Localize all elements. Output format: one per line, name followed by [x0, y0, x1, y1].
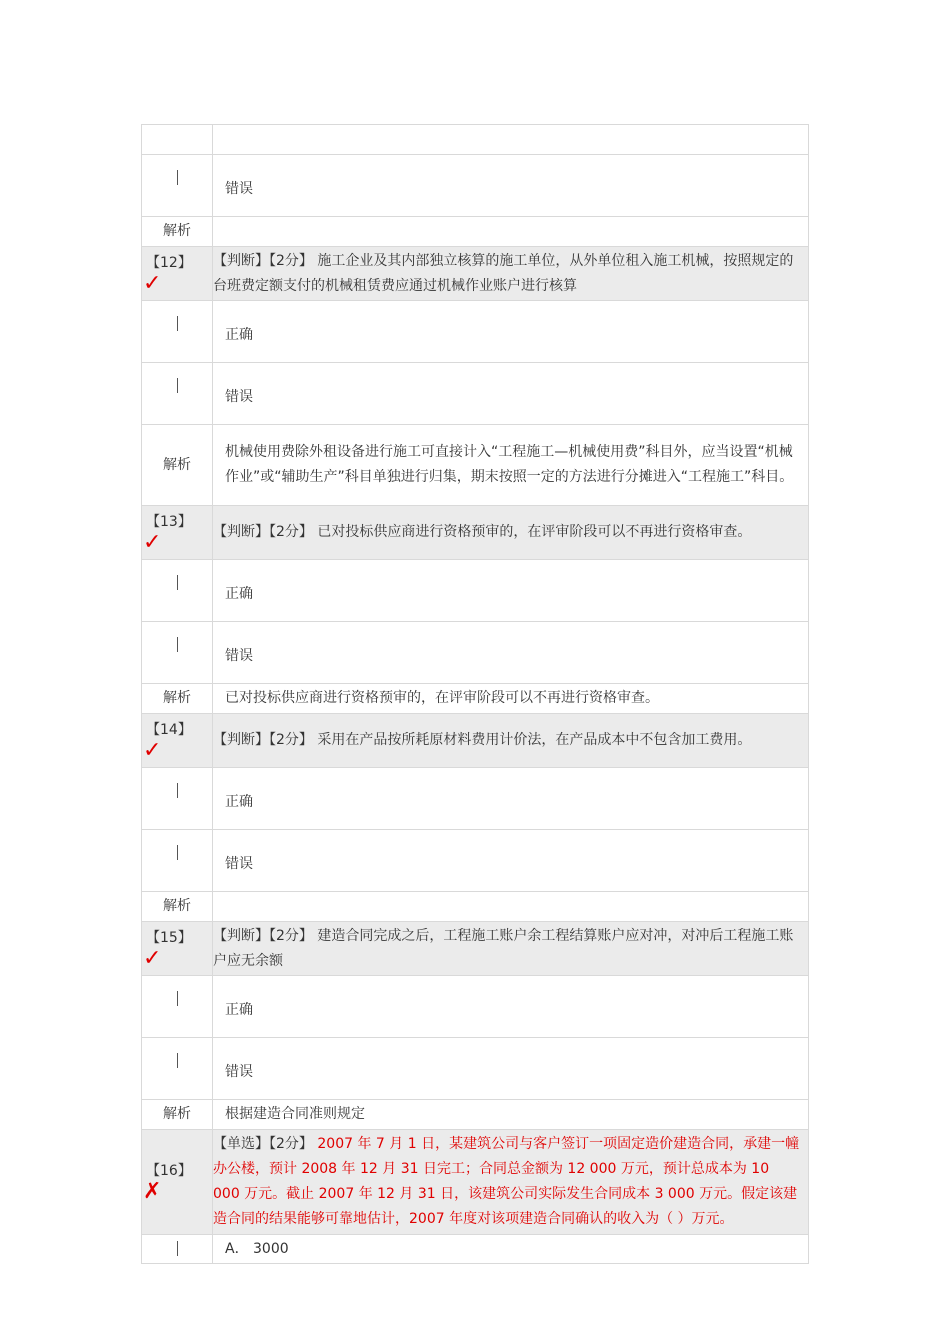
option-row[interactable] — [142, 1235, 809, 1264]
option-row[interactable] — [142, 155, 809, 217]
analysis-label: 解析 — [142, 892, 213, 922]
option-radio-icon[interactable] — [177, 170, 178, 185]
option-radio-icon[interactable] — [177, 1053, 178, 1068]
question-row — [142, 1130, 809, 1235]
option-radio-icon[interactable] — [177, 575, 178, 590]
question-score: 【2分】 — [269, 1136, 313, 1152]
question-type: 【判断】 — [213, 252, 269, 269]
option-row[interactable] — [142, 830, 809, 892]
option-text: 正确 — [213, 301, 809, 363]
question-row — [142, 714, 809, 768]
option-radio-icon[interactable] — [177, 845, 178, 860]
analysis-label: 解析 — [142, 1100, 213, 1130]
question-stem — [213, 922, 809, 976]
question-number: 【13】 — [146, 513, 192, 530]
question-stem — [213, 247, 809, 301]
question-stem — [213, 506, 809, 560]
analysis-text — [213, 892, 809, 922]
option-text: 错误 — [213, 155, 809, 217]
analysis-row — [142, 892, 809, 922]
question-score: 【2分】 — [269, 524, 313, 540]
analysis-text: 根据建造合同准则规定 — [213, 1100, 809, 1130]
question-type: 【判断】 — [213, 927, 269, 944]
option-radio-icon[interactable] — [177, 378, 178, 393]
analysis-label: 解析 — [142, 425, 213, 506]
question-number: 【14】 — [146, 721, 192, 738]
question-type: 【单选】 — [213, 1136, 269, 1152]
option-row[interactable] — [142, 560, 809, 622]
option-radio-icon[interactable] — [177, 991, 178, 1006]
option-radio-icon[interactable] — [177, 637, 178, 652]
option-text: 错误 — [213, 830, 809, 892]
option-row[interactable] — [142, 768, 809, 830]
question-stem — [213, 1130, 809, 1235]
question-text: 2007 年 7 月 1 日，某建筑公司与客户签订一项固定造价建造合同，承建一幢办公楼，预计 2008 年 12 月 31 日完工；合同总金额为 12 000 万元，预计总成本为 10 000 万元。截止 2007 年 12 月 31 日，该建筑公司实际发生合同成本 3 000 万元。假定该建造合同的结果能够可靠地估计，2007 年度对该项建造合同确认的收入为（ ）万元。 — [213, 1136, 800, 1227]
question-score: 【2分】 — [269, 927, 313, 944]
checkmark-icon: ✓ — [143, 529, 162, 555]
option-row[interactable] — [142, 622, 809, 684]
analysis-row — [142, 217, 809, 247]
question-stem — [213, 714, 809, 768]
question-score: 【2分】 — [269, 252, 313, 269]
empty-row — [142, 125, 809, 155]
question-number: 【12】 — [146, 254, 192, 271]
checkmark-icon: ✓ — [143, 737, 162, 763]
checkmark-icon: ✓ — [143, 270, 162, 296]
analysis-text — [213, 217, 809, 247]
option-text: 错误 — [213, 1038, 809, 1100]
cross-icon: ✗ — [143, 1179, 162, 1204]
analysis-row — [142, 1100, 809, 1130]
answer-sheet-table — [141, 124, 809, 1264]
option-radio-icon[interactable] — [177, 1241, 178, 1256]
checkmark-icon: ✓ — [143, 945, 162, 971]
option-text: 错误 — [213, 622, 809, 684]
question-text: 已对投标供应商进行资格预审的，在评审阶段可以不再进行资格审查。 — [317, 524, 752, 540]
option-text: 正确 — [213, 768, 809, 830]
question-row — [142, 506, 809, 560]
question-type: 【判断】 — [213, 732, 269, 748]
question-type: 【判断】 — [213, 524, 269, 540]
question-number: 【15】 — [146, 929, 192, 946]
option-text: A． 3000 — [213, 1235, 809, 1264]
analysis-text: 已对投标供应商进行资格预审的，在评审阶段可以不再进行资格审查。 — [213, 684, 809, 714]
analysis-label: 解析 — [142, 217, 213, 247]
question-row — [142, 922, 809, 976]
option-text: 正确 — [213, 976, 809, 1038]
question-row — [142, 247, 809, 301]
option-row[interactable] — [142, 301, 809, 363]
option-radio-icon[interactable] — [177, 783, 178, 798]
analysis-label: 解析 — [142, 684, 213, 714]
question-score: 【2分】 — [269, 732, 313, 748]
option-row[interactable] — [142, 976, 809, 1038]
option-row[interactable] — [142, 1038, 809, 1100]
option-text: 正确 — [213, 560, 809, 622]
analysis-row — [142, 684, 809, 714]
question-number: 【16】 — [146, 1163, 192, 1179]
question-text: 采用在产品按所耗原材料费用计价法，在产品成本中不包含加工费用。 — [317, 732, 752, 748]
option-radio-icon[interactable] — [177, 316, 178, 331]
analysis-row — [142, 425, 809, 506]
analysis-text: 机械使用费除外租设备进行施工可直接计入“工程施工—机械使用费”科目外，应当设置“机械作业”或“辅助生产”科目单独进行归集，期末按照一定的方法进行分摊进入“工程施工”科目。 — [213, 425, 809, 506]
question-text: 施工企业及其内部独立核算的施工单位，从外单位租入施工机械，按照规定的台班费定额支付的机械租赁费应通过机械作业账户进行核算 — [213, 252, 794, 294]
question-text: 建造合同完成之后，工程施工账户余工程结算账户应对冲，对冲后工程施工账户应无余额 — [213, 927, 794, 969]
option-text: 错误 — [213, 363, 809, 425]
option-row[interactable] — [142, 363, 809, 425]
